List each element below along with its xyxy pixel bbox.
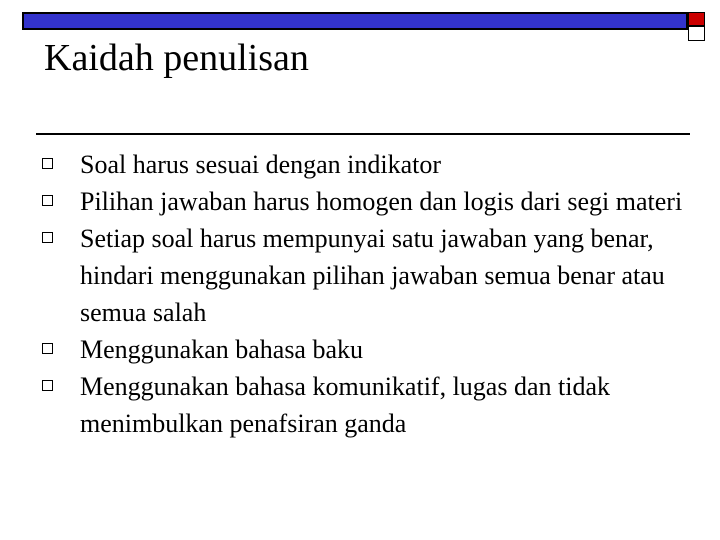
hollow-square-icon <box>42 232 53 243</box>
slide-title: Kaidah penulisan <box>44 37 309 79</box>
header-decoration-bar <box>22 12 688 30</box>
list-item <box>40 146 700 183</box>
list-item <box>40 368 700 442</box>
bullet-list <box>40 146 700 442</box>
list-item-text: Setiap soal harus mempunyai satu jawaban yang benar, hindari menggunakan pilihan jawaban semua benar atau semua salah <box>80 224 665 327</box>
hollow-square-icon <box>42 195 53 206</box>
list-item-text: Menggunakan bahasa komunikatif, lugas dan tidak menimbulkan penafsiran ganda <box>80 372 610 438</box>
header-decoration-square-top <box>688 12 705 26</box>
title-divider <box>36 133 690 135</box>
list-item-text: Pilihan jawaban harus homogen dan logis dari segi materi <box>80 187 683 216</box>
hollow-square-icon <box>42 158 53 169</box>
hollow-square-icon <box>42 343 53 354</box>
hollow-square-icon <box>42 380 53 391</box>
list-item-text: Menggunakan bahasa baku <box>80 335 364 364</box>
list-item-text: Soal harus sesuai dengan indikator <box>80 150 442 179</box>
list-item <box>40 220 700 331</box>
list-item <box>40 183 700 220</box>
list-item <box>40 331 700 368</box>
header-decoration-square-bottom <box>688 26 705 41</box>
